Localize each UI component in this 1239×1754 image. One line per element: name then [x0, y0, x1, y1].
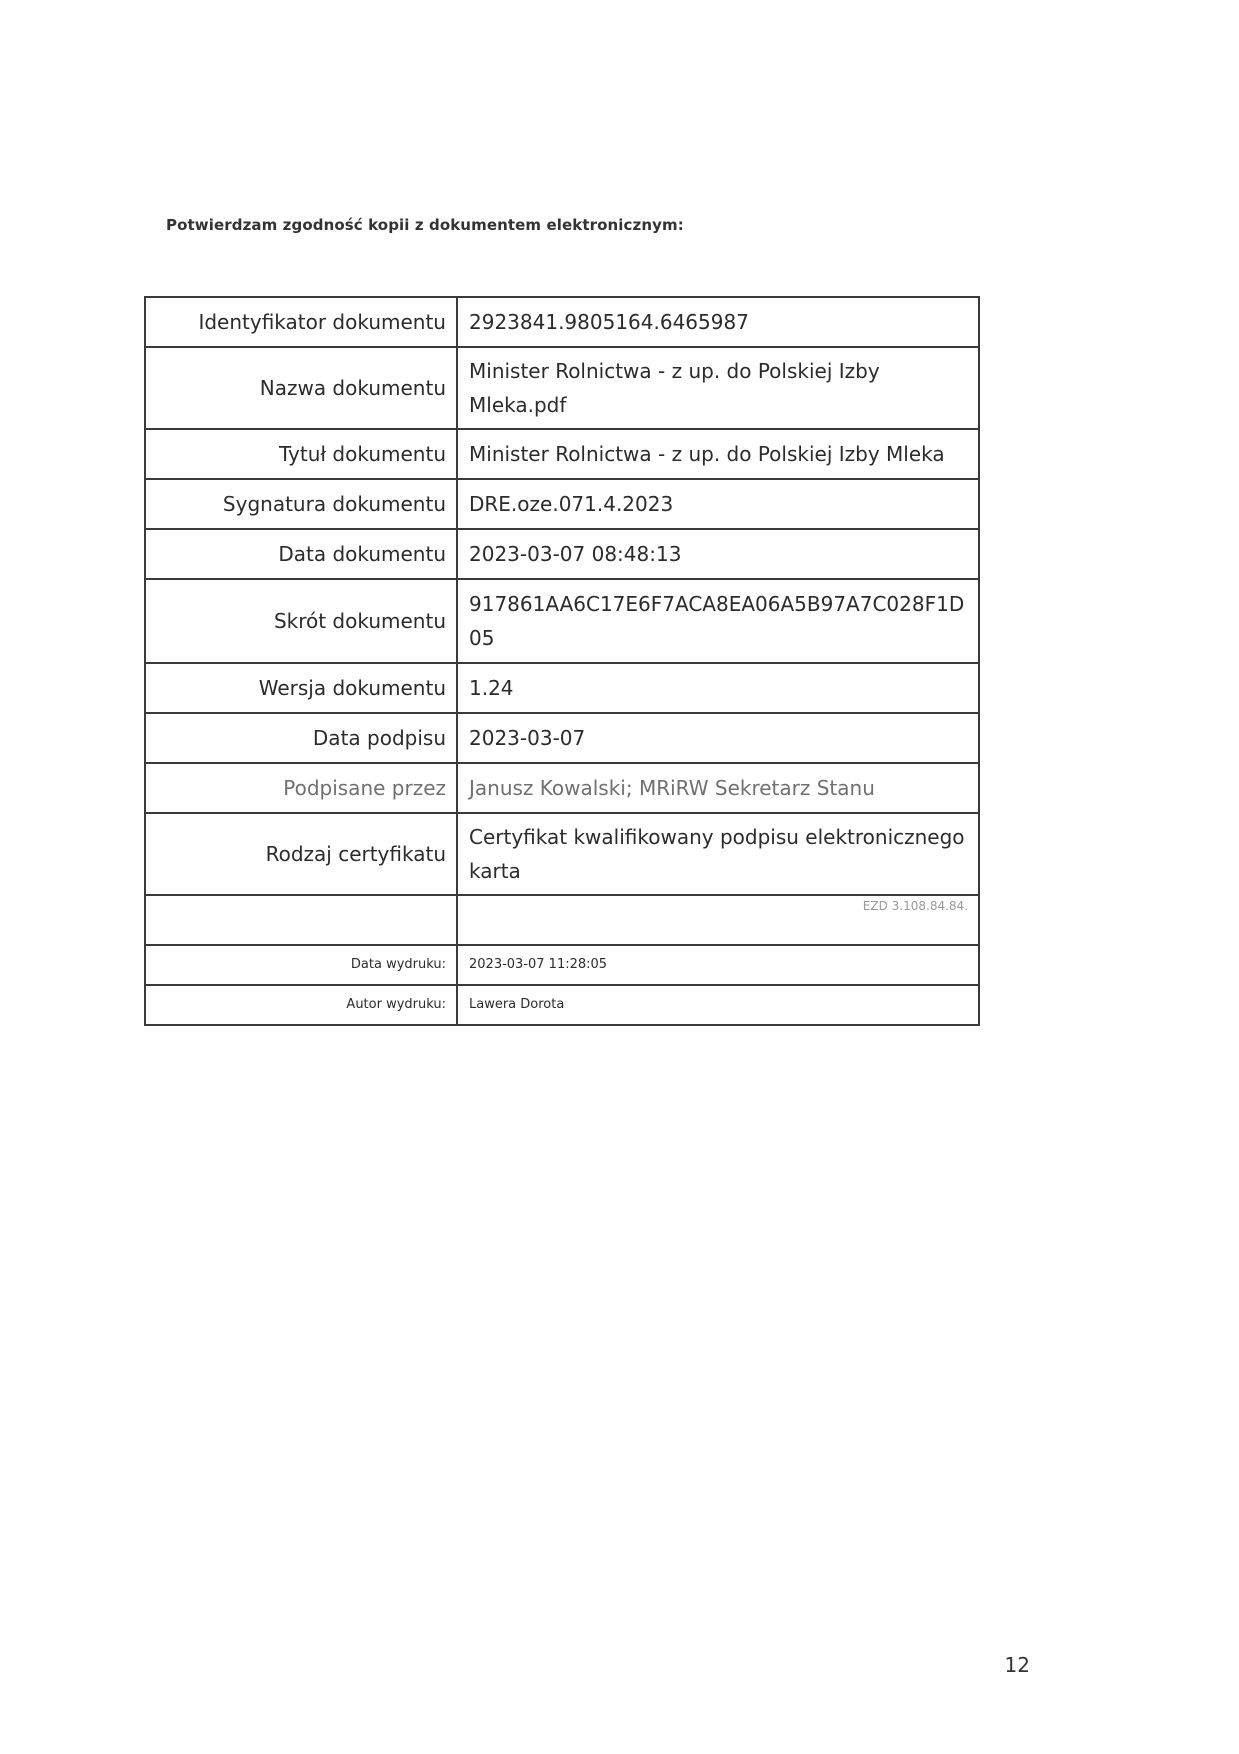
document-date-value: 2023-03-07 08:48:13 [457, 529, 979, 579]
signature-ref-label: Sygnatura dokumentu [145, 479, 457, 529]
hash-label: Skrót dokumentu [145, 579, 457, 663]
page-number: 12 [1004, 1653, 1030, 1677]
document-metadata-table [144, 296, 980, 1026]
name-label: Nazwa dokumentu [145, 347, 457, 429]
signature-date-label: Data podpisu [145, 713, 457, 763]
table-row-document-date [145, 529, 979, 579]
table-row-print-date [145, 945, 979, 985]
table-row-version [145, 663, 979, 713]
version-label: Wersja dokumentu [145, 663, 457, 713]
table-row-signature-ref [145, 479, 979, 529]
signature-date-value: 2023-03-07 [457, 713, 979, 763]
table-row-title [145, 429, 979, 479]
table-row-ezd [145, 895, 979, 945]
table-row-identifier [145, 297, 979, 347]
name-value: Minister Rolnictwa - z up. do Polskiej Izby Mleka.pdf [457, 347, 979, 429]
certificate-label: Rodzaj certyfikatu [145, 813, 457, 895]
signed-by-value: Janusz Kowalski; MRiRW Sekretarz Stanu [457, 763, 979, 813]
identifier-label: Identyfikator dokumentu [145, 297, 457, 347]
ezd-empty-cell [145, 895, 457, 945]
confirmation-heading: Potwierdzam zgodność kopii z dokumentem elektronicznym: [166, 216, 684, 234]
table-row-signed-by [145, 763, 979, 813]
document-date-label: Data dokumentu [145, 529, 457, 579]
hash-value: 917861AA6C17E6F7ACA8EA06A5B97A7C028F1D05 [457, 579, 979, 663]
ezd-version: EZD 3.108.84.84. [457, 895, 979, 945]
print-date-label: Data wydruku: [145, 945, 457, 985]
table-row-print-author [145, 985, 979, 1025]
title-value: Minister Rolnictwa - z up. do Polskiej Izby Mleka [457, 429, 979, 479]
print-author-value: Lawera Dorota [457, 985, 979, 1025]
table-row-name [145, 347, 979, 429]
table-row-signature-date [145, 713, 979, 763]
table-row-certificate [145, 813, 979, 895]
signed-by-label: Podpisane przez [145, 763, 457, 813]
certificate-value: Certyfikat kwalifikowany podpisu elektronicznego karta [457, 813, 979, 895]
print-date-value: 2023-03-07 11:28:05 [457, 945, 979, 985]
print-author-label: Autor wydruku: [145, 985, 457, 1025]
table-row-hash [145, 579, 979, 663]
title-label: Tytuł dokumentu [145, 429, 457, 479]
identifier-value: 2923841.9805164.6465987 [457, 297, 979, 347]
signature-ref-value: DRE.oze.071.4.2023 [457, 479, 979, 529]
version-value: 1.24 [457, 663, 979, 713]
